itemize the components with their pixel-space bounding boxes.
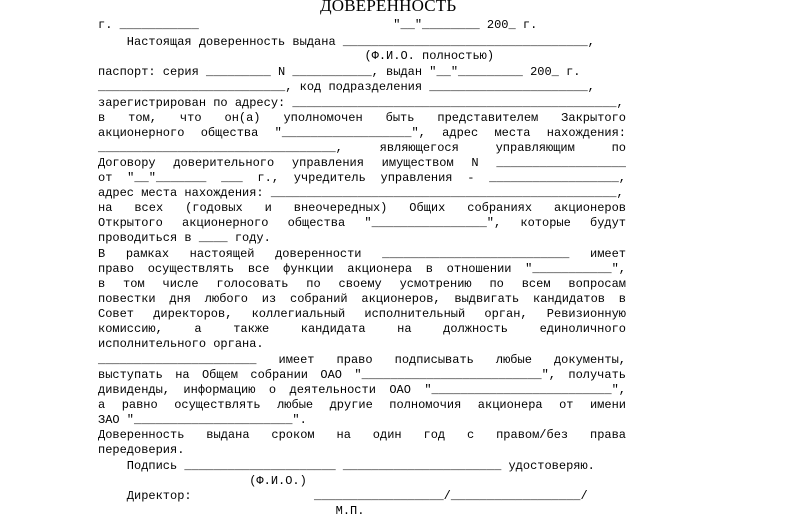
fio-caption: (Ф.И.О. полностью) <box>98 49 495 63</box>
text-line: выступать на Общем собрании ОАО "_________________________", получать <box>98 368 626 382</box>
seal-label: М.П. <box>98 504 365 518</box>
text-line: передоверия. <box>98 443 185 457</box>
text-line: _________________________________, являющегося управляющим по <box>98 141 626 155</box>
text-line: акционерного общества "__________________", адрес места нахождения: <box>98 126 626 140</box>
text-line: в том числе голосовать по своему усмотрению по всем вопросам <box>98 277 626 291</box>
text-line: Договору доверительного управления имуществом N __________________ <box>98 156 626 170</box>
address-line: адрес места нахождения: ________________________________________________, <box>98 186 624 200</box>
text-line: комиссию, а также кандидата на должность единоличного <box>98 322 626 336</box>
text-line: исполнительного органа. <box>98 337 264 351</box>
text-line: Открытого акционерного общества "________________", которые будут <box>98 216 626 230</box>
text-line: Совет директоров, коллегиальный исполнительный орган, Ревизионную <box>98 307 626 321</box>
signature-fio-caption: (Ф.И.О.) <box>98 474 307 488</box>
date-line: г. ___________ "__"________ 200_ г. <box>98 18 538 32</box>
document-title: ДОВЕРЕННОСТЬ <box>320 0 457 15</box>
text-line: Доверенность выдана сроком на один год с правом/без права <box>98 428 626 442</box>
text-line: в том, что он(а) уполномочен быть представителем Закрытого <box>98 111 626 125</box>
issued-to-line: Настоящая доверенность выдана __________________________________, <box>98 35 595 49</box>
text-line: повестки дня любого из собраний акционеров, выдвигать кандидатов в <box>98 292 626 306</box>
passport-line: паспорт: серия _________ N ___________, выдан "__"_________ 200_ г. <box>98 65 581 79</box>
text-line: ______________________ имеет право подписывать любые документы, <box>98 353 626 367</box>
text-line: от "__"_______ ___ г., учредитель управления - __________________, <box>98 171 626 185</box>
text-line: В рамках настоящей доверенности __________________________ имеет <box>98 247 626 261</box>
text-line: а равно осуществлять любые другие полномочия акционера от имени <box>98 398 626 412</box>
text-line: право осуществлять все функции акционера в отношении "___________", <box>98 262 626 276</box>
text-line: на всех (годовых и внеочередных) Общих собраниях акционеров <box>98 201 626 215</box>
division-code-line: __________________________, код подразделения ______________________, <box>98 80 595 94</box>
signature-line: Подпись _____________________ ______________________ удостоверяю. <box>98 459 595 473</box>
text-line: дивиденды, информацию о деятельности ОАО "_________________________", <box>98 383 626 397</box>
text-line: проводиться в ____ году. <box>98 231 271 245</box>
text-line: ЗАО "______________________". <box>98 413 307 427</box>
registration-address-line: зарегистрирован по адресу: _____________________________________________, <box>98 96 624 110</box>
director-line: Директор: __________________/__________________/ <box>98 489 588 503</box>
